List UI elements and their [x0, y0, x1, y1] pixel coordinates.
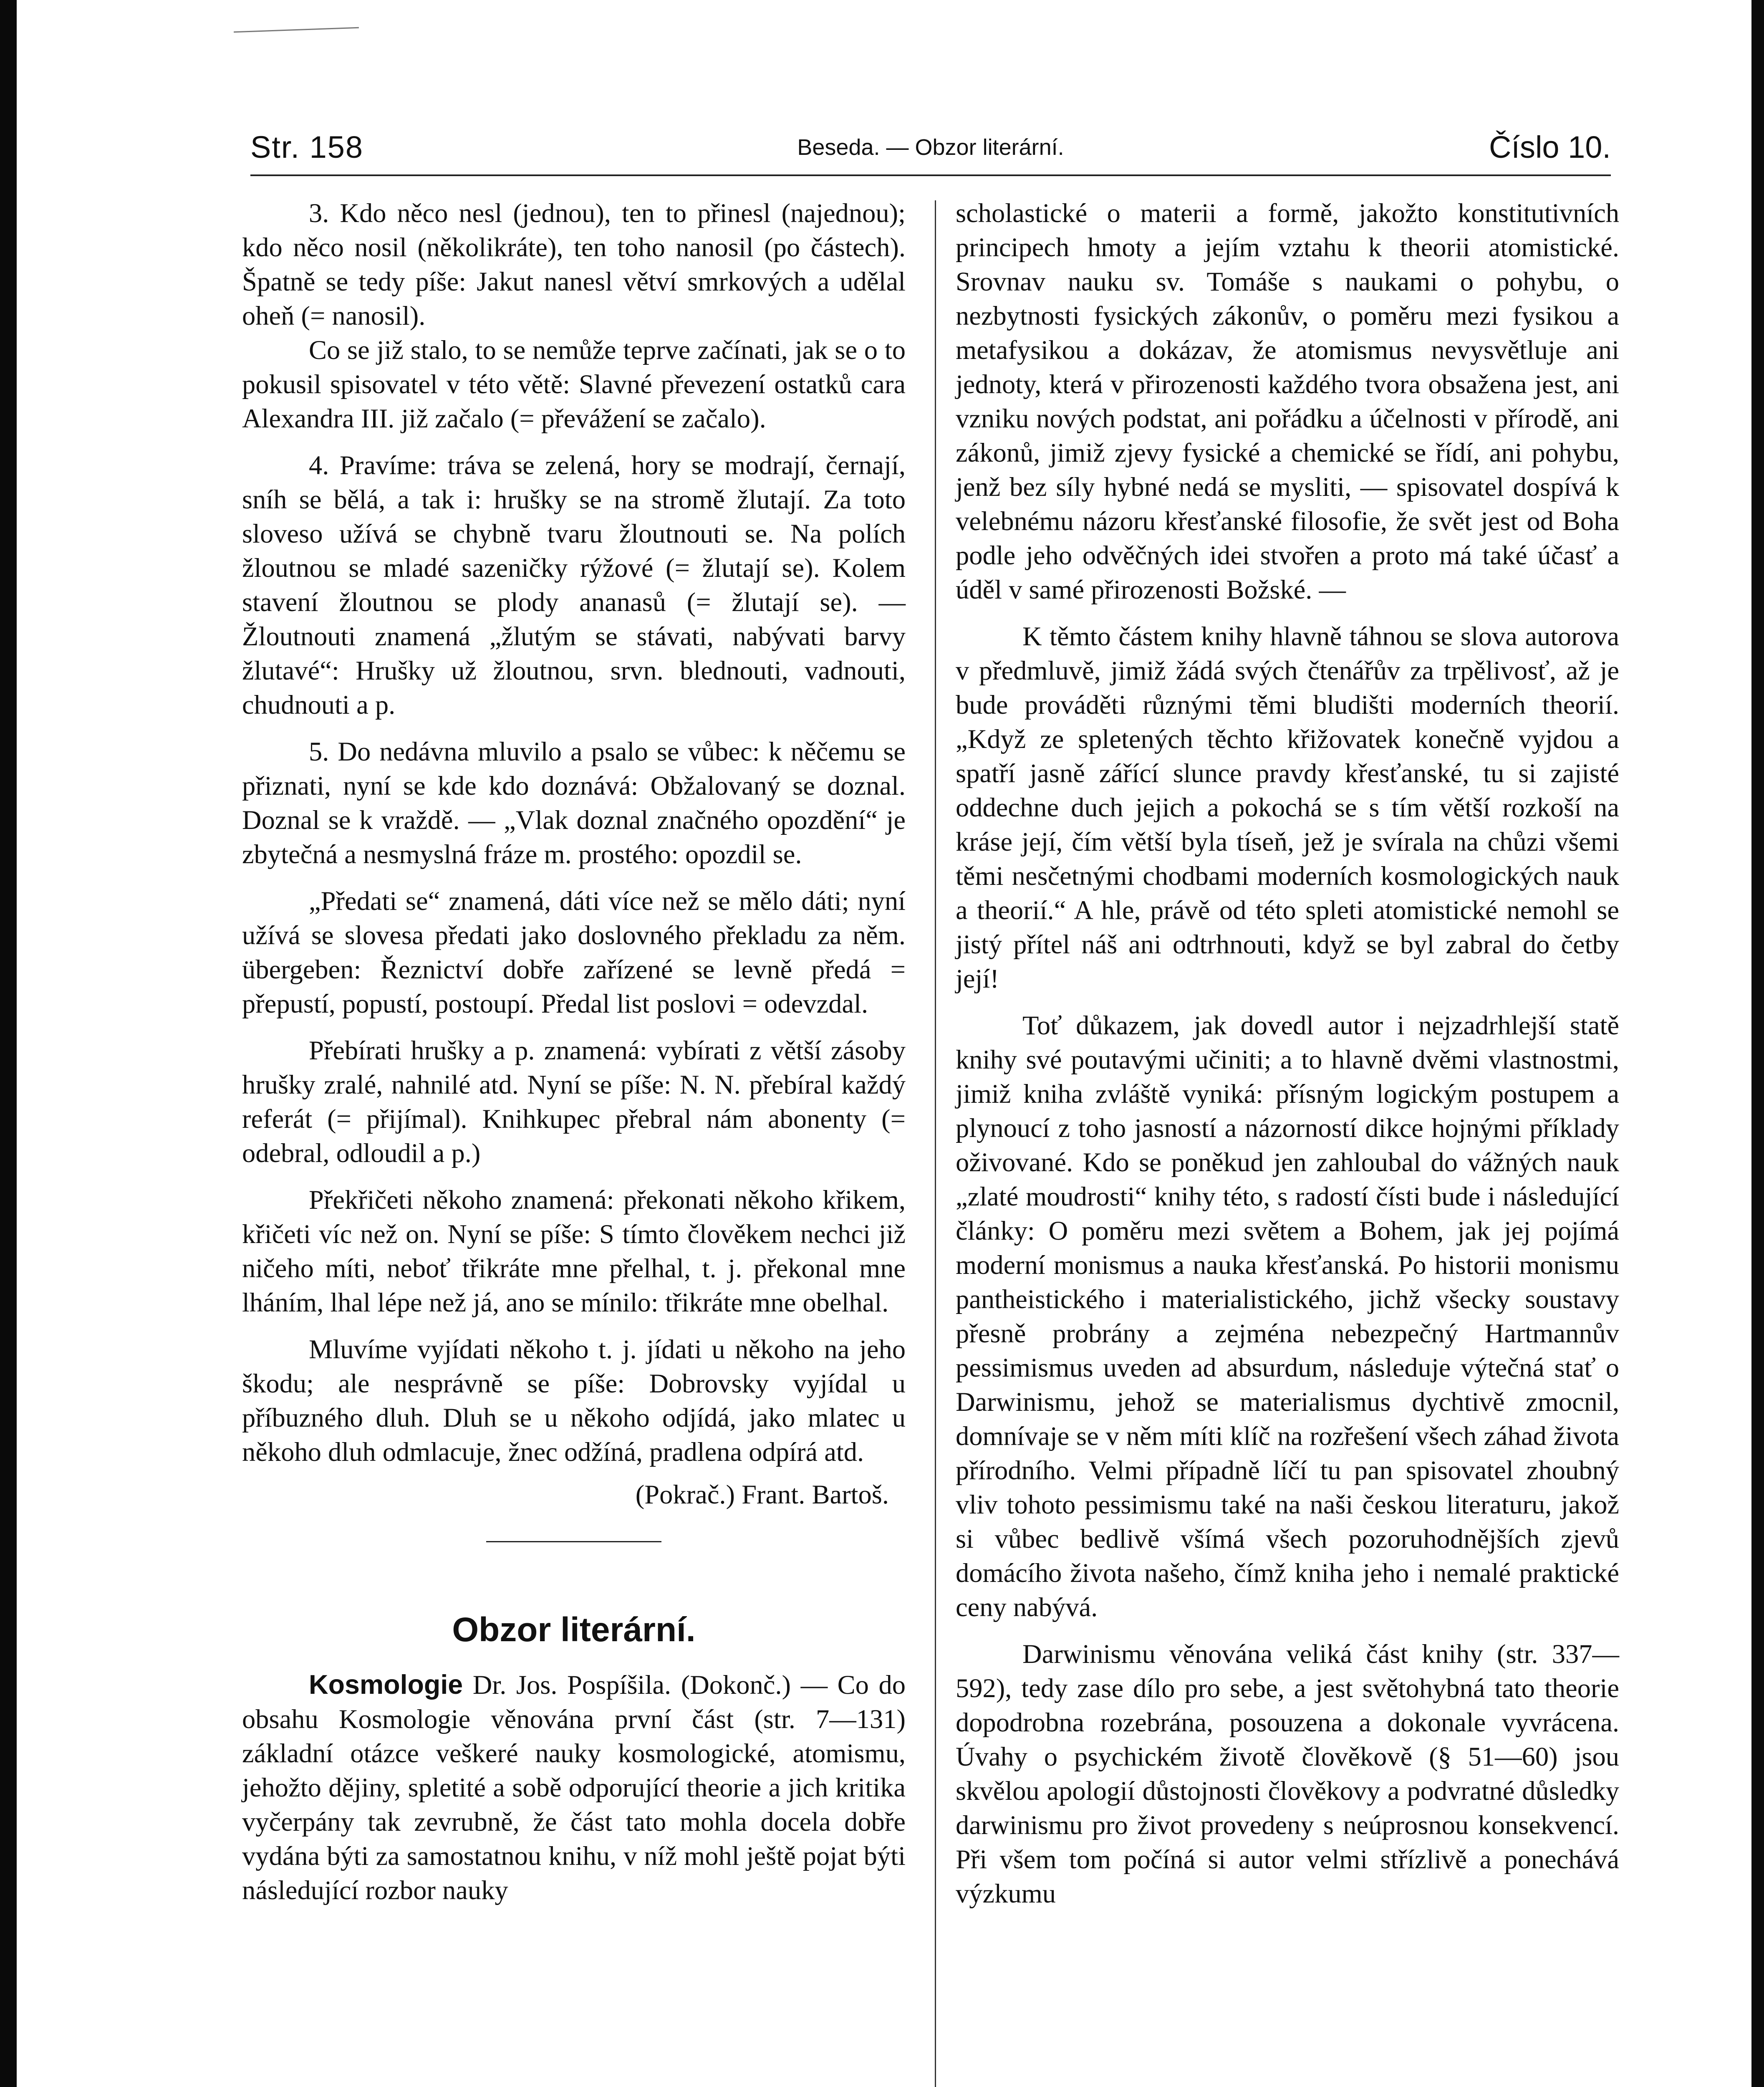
review-book-title: Kosmologie: [309, 1670, 463, 1700]
author-signature: (Pokrač.) Frant. Bartoš.: [635, 1480, 889, 1509]
paragraph-vyjidati: Mluvíme vyjídati někoho t. j. jídati u někoho na jeho škodu; ale nesprávně se píše: Dobrovsky vyjídal u příbuzného dluh. Dluh se u někoho odjídá, jako mlatec u někoho dluh odmlacuje, žnec odžíná, pradlena odpírá atd.: [242, 1334, 906, 1467]
page-number: Str. 158: [250, 130, 364, 164]
review-paragraph: [242, 1668, 906, 1908]
column-separator: [935, 200, 936, 2087]
paragraph-3: 3. Kdo něco nesl (jednou), ten to přinesl (najednou); kdo něco nosil (několikráte), ten toho nanosil (po částech). Špatně se tedy píše: Jakut nanesl větví smrkových a udělal oheň (= nanosil).: [242, 198, 906, 331]
paragraph-4: 4. Pravíme: tráva se zelená, hory se modrají, černají, sníh se bělá, a tak i: hrušky se na stromě žlutají. Za toto sloveso užívá se chybně tvaru žloutnouti se. Na polích žloutnou se mladé sazeničky rýžové (= žlutají se). Kolem stavení žloutnou se plody ananasů (= žlutají se). — Žloutnouti znamená „žlutým se stávati, nabývati barvy žlutavé“: Hrušky už žloutnou, srvn. blednouti, vadnouti, chudnouti a p.: [242, 450, 906, 720]
header-rule: [250, 174, 1611, 176]
review-paragraph-3: Toť důkazem, jak dovedl autor i nejzadrhlejší statě knihy své poutavými učiniti; a to hlavně dvěmi vlastnostmi, jimiž kniha zvláště vyniká: přísným logickým postupem a plynoucí z toho jasností a názorností dikce hojnými příklady oživované. Kdo se poněkud jen zahloubal do vážných nauk „zlaté moudrosti“ knihy této, s radostí čísti bude i následující články: O poměru mezi světem a Bohem, jak jej pojímá moderní monismus a nauka křesťanská. Po historii monismu pantheistického i materialistického, jichž všecky soustavy přesně probrány a zejména nebezpečný Hartmannův pessimismus uveden ad absurdum, následuje výtečná stať o Darwinismu, jehož se materialismus dychtivě zmocnil, domnívaje se v něm míti klíč na rozřešení všech záhad života přírodního. Velmi případně líčí tu pan spisovatel zhoubný vliv tohoto pessimismu také na naši českou literaturu, jakož si vůbec bedlivě všímá všech pozoruhodnějších zjevů domácího života našeho, čímž kniha jeho i nemalé praktické ceny nabývá.: [956, 1011, 1619, 1622]
scan-mark: [234, 27, 359, 33]
running-title: Beseda. — Obzor literární.: [797, 135, 1064, 160]
scan-edge-left: [0, 0, 17, 2087]
review-text: Dr. Jos. Pospíšila. (Dokonč.) — Co do obsahu Kosmologie věnována první část (str. 7—131) základní otázce veškeré nauky kosmologické, atomismu, jehožto dějiny, spletité a sobě odporující theorie a jich kritika vyčerpány tak zevrubně, že část tato mohla docela dobře vydána býti za samostatnou knihu, v níž mohl ještě pojat býti následující rozbor nauky: [242, 1670, 906, 1905]
paragraph-prekriceti: Překřičeti někoho znamená: překonati někoho křikem, křičeti víc než on. Nyní se píše: S tímto člověkem nechci již ničeho míti, neboť třikráte mne přelhal, t. j. překonal mne lháním, lhal lépe než já, ano se mínilo: třikráte mne obelhal.: [242, 1185, 906, 1317]
paragraph-3-continued: Co se již stalo, to se nemůže teprve začínati, jak se o to pokusil spisovatel v této větě: Slavné převezení ostatků cara Alexandra III. již začalo (= převážení se začalo).: [242, 335, 906, 433]
review-paragraph-4: Darwinismu věnována veliká část knihy (str. 337—592), tedy zase dílo pro sebe, a jest světohybná tato theorie dopodrobna rozebrána, posouzena a dokonale vyvrácena. Úvahy o psychickém životě člověkově (§ 51—60) jsou skvělou apologií důstojnosti člověkovy a podvratné důsledky darwinismu pro život provedeny s neúprosnou konsekvencí. Při všem tom počíná si autor velmi střízlivě a ponechává výzkumu: [956, 1639, 1619, 1908]
review-paragraph-2: K těmto částem knihy hlavně táhnou se slova autorova v předmluvě, jimiž žádá svých čtenářův za trpělivosť, až je bude prováděti různými těmi bludišti moderních theorií. „Když ze spletených těchto křižovatek konečně vyjdou a spatří jasně zářící slunce pravdy křesťanské, tu si zajisté oddechne duch jejich a pokochá se s tím větší rozkoší na kráse její, čím větší byla tíseň, jež je svírala na chůzi všemi těmi nesčetnými chodbami moderních kosmologických nauk a theorií.“ A hle, právě od této spleti atomistické nemohl se jistý přítel náš ani odtrhnouti, když se byl zabral do četby její!: [956, 622, 1619, 993]
right-column: [956, 196, 1619, 1911]
paragraph-prebirati: Přebírati hrušky a p. znamená: vybírati z větší zásoby hrušky zralé, nahnilé atd. Nyní se píše: N. N. přebíral každý referát (= přijímal). Knihkupec přebral nám abonenty (= odebral, odloudil a p.): [242, 1036, 906, 1168]
issue-number: Číslo 10.: [1489, 130, 1611, 164]
paragraph-predati: „Předati se“ znamená, dáti více než se mělo dáti; nyní užívá se slovesa předati jako doslovného překladu za něm. übergeben: Řeznictví dobře zařízené se levně předá = přepustí, popustí, postoupí. Předal list poslovi = odevzdal.: [242, 886, 906, 1018]
left-column: [242, 196, 906, 1908]
running-header: [250, 125, 1611, 175]
section-divider: [486, 1541, 661, 1542]
review-continued: scholastické o materii a formě, jakožto konstitutivních principech hmoty a jejím vztahu k theorii atomistické. Srovnav nauku sv. Tomáše s naukami o pohybu, o nezbytnosti fysických zákonův, o poměru mezi fysikou a metafysikou a dokázav, že atomismus nevysvětluje ani jednoty, která v přirozenosti každého tvora obsažena jest, ani vzniku nových podstat, ani pořádku a účelnosti v přírodě, ani zákonů, jimiž zjevy fysické a chemické se řídí, ani pohybu, jenž bez síly hybné nedá se mysliti, — spisovatel dospívá k velebnému názoru křesťanské filosofie, že svět jest od Boha podle jeho odvěčných idei stvořen a proto má také účasť a úděl v samé přirozenosti Božské. —: [956, 198, 1619, 604]
section-title: Obzor literární.: [452, 1611, 696, 1649]
scan-edge-right: [1751, 0, 1764, 2087]
paragraph-5: 5. Do nedávna mluvilo a psalo se vůbec: k něčemu se přiznati, nyní se kde kdo doznává: Obžalovaný se doznal. Doznal se k vraždě. — „Vlak doznal značného opozdění“ je zbytečná a nesmyslná fráze m. prostého: opozdil se.: [242, 737, 906, 869]
